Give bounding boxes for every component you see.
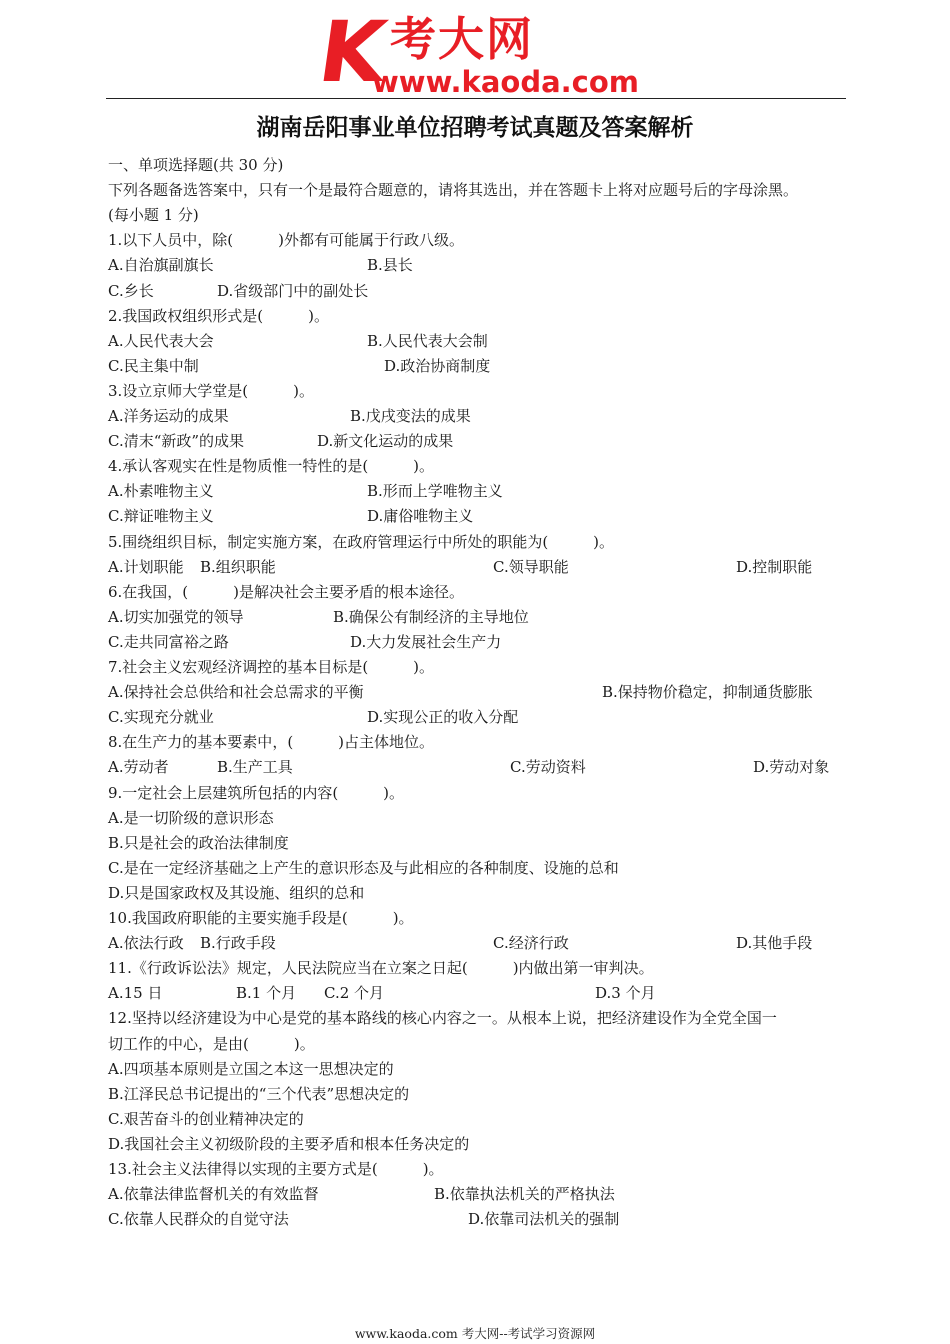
answer-option: B.人民代表大会制 <box>367 331 488 350</box>
answer-option: D.3 个月 <box>595 984 656 1003</box>
logo-brand-name: 考大网 <box>390 12 534 66</box>
answer-option: A.人民代表大会 <box>108 331 214 350</box>
page-title: 湖南岳阳事业单位招聘考试真题及答案解析 <box>256 115 694 141</box>
question-stem: 11.《行政诉讼法》规定，人民法院应当在立案之日起( )内做出第一审判决。 <box>108 959 654 978</box>
answer-option: D.省级部门中的副处长 <box>217 281 369 300</box>
question-stem: 8.在生产力的基本要素中，( )占主体地位。 <box>108 733 435 752</box>
answer-option: B.形而上学唯物主义 <box>367 482 503 501</box>
question-stem: 4.承认客观实在性是物质惟一特性的是( )。 <box>108 457 435 476</box>
answer-option: B.生产工具 <box>217 758 293 777</box>
answer-option: C.2 个月 <box>324 984 385 1003</box>
answer-option: D.劳动对象 <box>753 758 830 777</box>
answer-option: C.劳动资料 <box>510 758 586 777</box>
answer-option: A.切实加强党的领导 <box>108 607 244 626</box>
answer-option: A.朴素唯物主义 <box>108 482 214 501</box>
answer-option: A.计划职能 <box>108 557 184 576</box>
answer-option: D.其他手段 <box>736 934 813 953</box>
answer-option: B.行政手段 <box>200 934 276 953</box>
question-stem: 6.在我国，( )是解决社会主要矛盾的根本途径。 <box>108 582 465 601</box>
answer-option: B.组织职能 <box>200 557 276 576</box>
answer-option: D.大力发展社会生产力 <box>350 632 502 651</box>
answer-option: C.艰苦奋斗的创业精神决定的 <box>108 1109 304 1128</box>
answer-option: B.只是社会的政治法律制度 <box>108 833 289 852</box>
answer-option: D.依靠司法机关的强制 <box>468 1210 620 1229</box>
answer-option: C.是在一定经济基础之上产生的意识形态及与此相应的各种制度、设施的总和 <box>108 858 619 877</box>
answer-option: B.江泽民总书记提出的“三个代表”思想决定的 <box>108 1084 410 1103</box>
section-instruction: (每小题 1 分) <box>108 206 199 225</box>
answer-option: D.庸俗唯物主义 <box>367 507 474 526</box>
answer-option: A.15 日 <box>108 984 163 1003</box>
logo-k-mark: K <box>313 3 392 101</box>
answer-option: D.政治协商制度 <box>384 356 491 375</box>
question-stem: 切工作的中心，是由( )。 <box>108 1034 315 1053</box>
section-heading: 一、单项选择题(共 30 分) <box>108 156 284 174</box>
kaoda-logo <box>313 3 640 101</box>
answer-option: C.乡长 <box>108 281 154 300</box>
question-stem: 7.社会主义宏观经济调控的基本目标是( )。 <box>108 658 435 676</box>
answer-option: A.依靠法律监督机关的有效监督 <box>108 1185 319 1204</box>
logo-url: www.kaoda.com <box>372 65 639 99</box>
question-stem: 5.围绕组织目标，制定实施方案，在政府管理运行中所处的职能为( )。 <box>108 532 615 551</box>
answer-option: A.是一切阶级的意识形态 <box>108 808 274 827</box>
answer-option: D.实现公正的收入分配 <box>367 708 519 727</box>
answer-option: B.确保公有制经济的主导地位 <box>333 607 529 626</box>
answer-option: B.保持物价稳定，抑制通货膨胀 <box>602 683 813 702</box>
answer-option: C.走共同富裕之路 <box>108 632 229 651</box>
answer-option: C.民主集中制 <box>108 356 199 375</box>
question-stem: 1.以下人员中，除( )外都有可能属于行政八级。 <box>108 231 465 250</box>
answer-option: A.自治旗副旗长 <box>108 256 214 275</box>
answer-option: A.劳动者 <box>108 758 169 777</box>
answer-option: D.控制职能 <box>736 557 813 576</box>
section-instruction: 下列各题备选答案中，只有一个是最符合题意的，请将其选出，并在答题卡上将对应题号后的字母涂黑。 <box>108 181 799 200</box>
answer-option: D.只是国家政权及其设施、组织的总和 <box>108 883 365 902</box>
answer-option: B.依靠执法机关的严格执法 <box>434 1185 615 1204</box>
page-footer: www.kaoda.com 考大网--考试学习资源网 <box>354 1326 596 1341</box>
answer-option: C.清末“新政”的成果 <box>108 432 245 451</box>
answer-option: B.1 个月 <box>236 984 297 1003</box>
answer-option: C.实现充分就业 <box>108 708 214 727</box>
answer-option: A.洋务运动的成果 <box>108 407 229 425</box>
question-stem: 9.一定社会上层建筑所包括的内容( )。 <box>108 783 405 802</box>
question-stem: 2.我国政权组织形式是( )。 <box>108 306 330 325</box>
question-stem: 3.设立京师大学堂是( )。 <box>108 381 315 400</box>
answer-option: C.辩证唯物主义 <box>108 507 214 526</box>
answer-option: C.领导职能 <box>493 557 569 576</box>
answer-option: C.经济行政 <box>493 934 569 953</box>
answer-option: A.保持社会总供给和社会总需求的平衡 <box>108 683 364 702</box>
answer-option: B.县长 <box>367 256 413 275</box>
question-stem: 12.坚持以经济建设为中心是党的基本路线的核心内容之一。从根本上说，把经济建设作为全党全国一 <box>108 1009 777 1028</box>
question-stem: 13.社会主义法律得以实现的主要方式是( )。 <box>108 1160 444 1178</box>
answer-option: A.四项基本原则是立国之本这一思想决定的 <box>108 1059 394 1078</box>
question-stem: 10.我国政府职能的主要实施手段是( )。 <box>108 909 414 927</box>
header-divider <box>106 98 846 99</box>
answer-option: A.依法行政 <box>108 934 184 953</box>
answer-option: D.我国社会主义初级阶段的主要矛盾和根本任务决定的 <box>108 1134 470 1153</box>
answer-option: D.新文化运动的成果 <box>317 432 454 451</box>
answer-option: C.依靠人民群众的自觉守法 <box>108 1210 289 1229</box>
answer-option: B.戊戌变法的成果 <box>350 407 471 425</box>
